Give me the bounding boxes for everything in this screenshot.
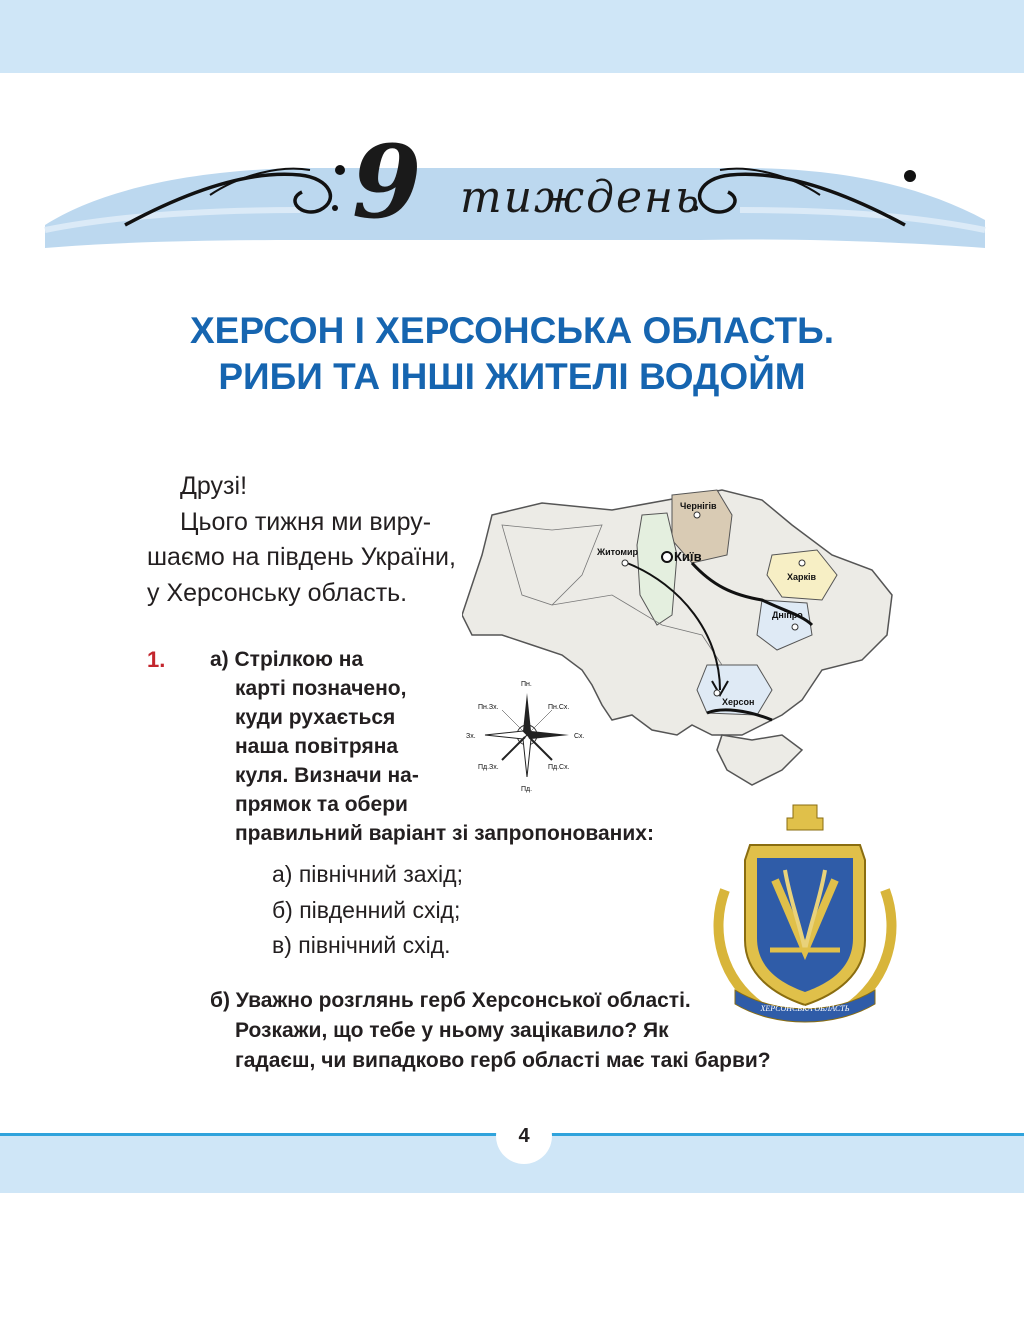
compass-e: Сх.: [574, 733, 585, 740]
answer-option: а) північний захід;: [272, 861, 463, 887]
task-a-line: наша повітряна: [235, 735, 399, 758]
intro-line-2: шаємо на південь України,: [147, 543, 456, 571]
coat-ribbon-text: ХЕРСОНСЬКА ОБЛАСТЬ: [760, 1004, 850, 1013]
title-line-2: РИБИ ТА ІНШІ ЖИТЕЛІ ВОДОЙМ: [218, 356, 806, 397]
task-b-line: Розкажи, що тебе у ньому зацікавило? Як: [235, 1019, 669, 1042]
task-a-line: правильний варіант зі запропонованих:: [235, 822, 654, 845]
compass-se: Пд.Сх.: [548, 764, 570, 771]
city-label-kyiv: Київ: [674, 549, 702, 564]
intro-greeting: Друзі!: [180, 472, 248, 500]
page-number: [496, 1108, 552, 1164]
city-label-kherson: Херсон: [722, 697, 755, 707]
task-a-line: куля. Визначи на-: [235, 764, 419, 787]
task-a-line: карті позначено,: [235, 677, 407, 700]
task-a-line: куди рухається: [235, 706, 396, 729]
task-a-line: а) Стрілкою на: [210, 648, 364, 671]
compass-sw: Пд.Зх.: [478, 764, 499, 771]
task-number: 1.: [147, 647, 166, 672]
title-line-1: ХЕРСОН І ХЕРСОНСЬКА ОБЛАСТЬ.: [189, 310, 835, 351]
city-label-chernihiv: Чернігів: [680, 501, 717, 511]
week-label: тиждень: [460, 172, 701, 223]
kherson-coat-of-arms: [705, 800, 905, 1030]
compass-ne: Пн.Сх.: [548, 704, 570, 711]
compass-rose: [462, 675, 592, 795]
compass-nw: Пн.Зх.: [478, 704, 499, 711]
page-title: [0, 308, 1024, 400]
city-label-dnipro: Дніпро: [772, 610, 803, 620]
city-label-kharkiv: Харків: [787, 572, 817, 582]
week-number: 9: [352, 123, 422, 241]
compass-w: Зх.: [466, 733, 476, 740]
city-label-zhytomyr: Житомир: [597, 547, 639, 557]
compass-n: Пн.: [521, 681, 532, 688]
page-number-text: 4: [518, 1124, 530, 1147]
intro-line-3: у Херсонську область.: [147, 579, 408, 607]
answer-option: в) північний схід.: [272, 932, 451, 958]
answer-option: б) південний схід;: [272, 897, 461, 923]
top-band: [0, 0, 1024, 73]
compass-s: Пд.: [521, 786, 533, 793]
task-a-line: прямок та обери: [235, 793, 408, 816]
intro-line-1: Цього тижня ми виру-: [180, 508, 432, 536]
task-b-line: гадаєш, чи випадково герб області має такі барви?: [235, 1049, 771, 1072]
task-b-line: б) Уважно розглянь герб Херсонської області.: [210, 989, 691, 1012]
